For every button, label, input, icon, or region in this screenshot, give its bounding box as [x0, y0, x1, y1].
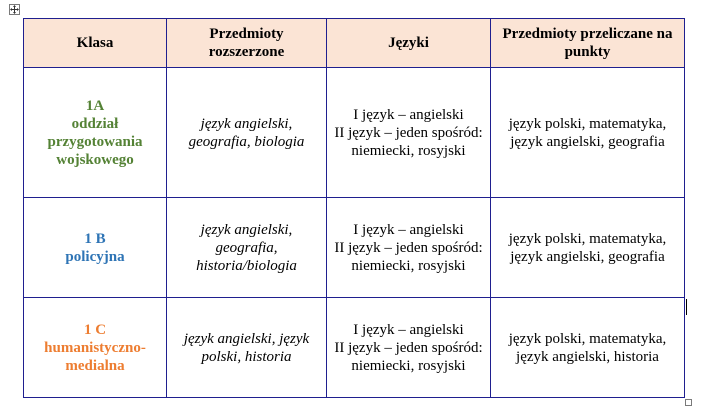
table-resize-handle[interactable]	[685, 399, 692, 406]
table-row	[24, 68, 685, 198]
cell-jezyki-1a[interactable]: I język – angielski II język – jeden spośród: niemiecki, rosyjski	[327, 68, 491, 198]
text-cursor	[686, 299, 687, 315]
cell-jezyki-1c[interactable]: I język – angielski II język – jeden spośród: niemiecki, rosyjski	[327, 298, 491, 398]
cell-punkty-1a[interactable]: język polski, matematyka, język angielski, geografia	[491, 68, 685, 198]
cell-klasa-1c[interactable]: 1 C humanistyczno- medialna	[24, 298, 167, 398]
cell-punkty-1c[interactable]: język polski, matematyka, język angielski, historia	[491, 298, 685, 398]
header-jezyki[interactable]: Języki	[327, 19, 491, 68]
move-arrows-icon	[10, 5, 19, 14]
table-row	[24, 198, 685, 298]
cell-rozszerzone-1b[interactable]: język angielski, geografia, historia/biologia	[167, 198, 327, 298]
cell-klasa-1b[interactable]: 1 B policyjna	[24, 198, 167, 298]
cell-rozszerzone-1a[interactable]: język angielski, geografia, biologia	[167, 68, 327, 198]
table-row	[24, 298, 685, 398]
cell-jezyki-1b[interactable]: I język – angielski II język – jeden spośród: niemiecki, rosyjski	[327, 198, 491, 298]
header-punkty[interactable]: Przedmioty przeliczane na punkty	[491, 19, 685, 68]
cell-klasa-1a[interactable]: 1A oddział przygotowania wojskowego	[24, 68, 167, 198]
class-offer-table	[23, 18, 685, 398]
cell-rozszerzone-1c[interactable]: język angielski, język polski, historia	[167, 298, 327, 398]
header-klasa[interactable]: Klasa	[24, 19, 167, 68]
table-move-handle[interactable]	[9, 4, 20, 15]
table-header-row	[24, 19, 685, 68]
cell-punkty-1b[interactable]: język polski, matematyka, język angielski, geografia	[491, 198, 685, 298]
header-rozszerzone[interactable]: Przedmioty rozszerzone	[167, 19, 327, 68]
